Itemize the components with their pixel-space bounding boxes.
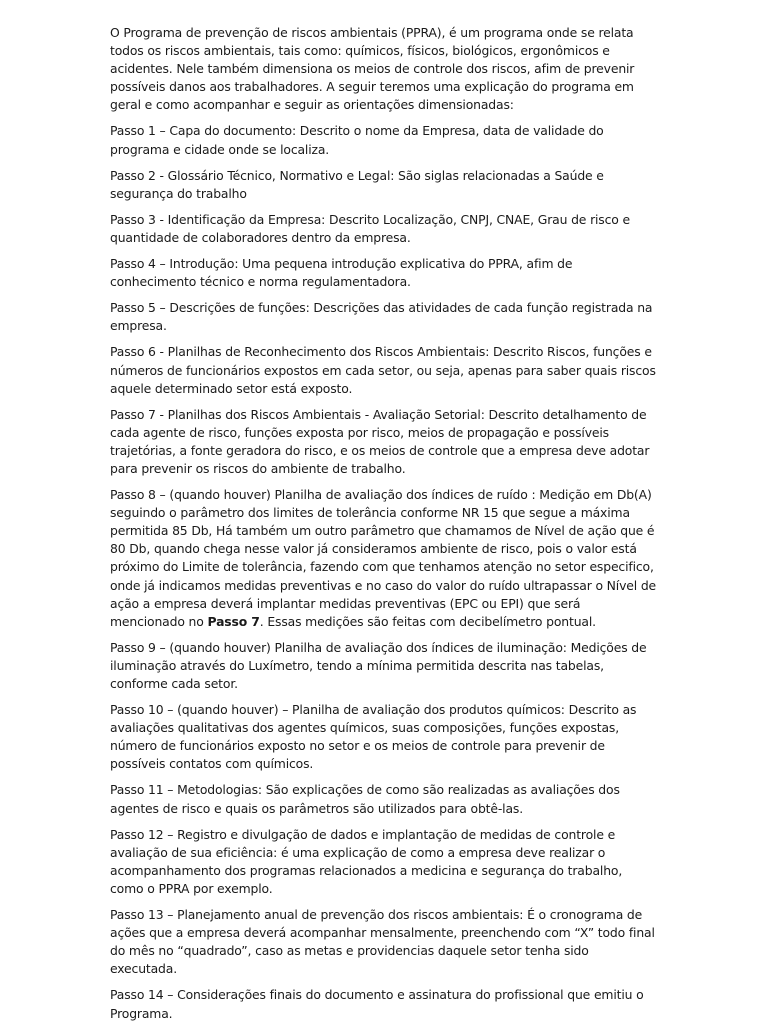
step-8-bold-reference: Passo 7 [207,613,260,629]
step-8-text-before: Passo 8 – (quando houver) Planilha de avaliação dos índices de ruído : Medição em Db(A) seguindo o parâmetro dos limites de tolerância conforme NR 15 que segue a máxima permitida 85 Db, Há também um outro parâmetro que chamamos de Nível de ação que é 80 Db, quando chega nesse valor já consideramos ambiente de risco, pois o valor está próximo do Limite de tolerância, fazendo com que tenhamos atenção no setor especifico, onde já indicamos medidas preventivas e no caso do valor do ruído ultrapassar o Nível de ação a empresa deverá implantar medidas preventivas (EPC ou EPI) que será mencionado no [110,487,657,629]
step-7-paragraph: Passo 7 - Planilhas dos Riscos Ambientais - Avaliação Setorial: Descrito detalhamento de cada agente de risco, funções exposta por risco, meios de propagação e possíveis trajetórias, a fonte geradora do risco, e os meios de controle que a empresa deve adotar para prevenir os riscos do ambiente de trabalho. [110,406,650,476]
step-2-paragraph: Passo 2 - Glossário Técnico, Normativo e Legal: São siglas relacionadas a Saúde e segurança do trabalho [110,167,604,201]
step-6-paragraph: Passo 6 - Planilhas de Reconhecimento dos Riscos Ambientais: Descrito Riscos, funções e números de funcionários expostos em cada setor, ou seja, apenas para saber quais riscos aquele determinado setor está exposto. [110,344,656,396]
step-8-paragraph [110,486,658,631]
step-4-paragraph: Passo 4 – Introdução: Uma pequena introdução explicativa do PPRA, afim de conhecimento técnico e norma regulamentadora. [110,256,573,290]
step-5-paragraph: Passo 5 – Descrições de funções: Descrições das atividades de cada função registrada na empresa. [110,300,653,334]
step-13-paragraph: Passo 13 – Planejamento anual de prevenção dos riscos ambientais: É o cronograma de ações que a empresa deverá acompanhar mensalmente, preenchendo com “X” todo final do mês no “quadrado”, caso as metas e providencias daquele setor tenha sido executada. [110,907,655,977]
step-12-paragraph: Passo 12 – Registro e divulgação de dados e implantação de medidas de controle e avaliação de sua eficiência: é uma explicação de como a empresa deve realizar o acompanhamento dos programas relacionados a medicina e segurança do trabalho, como o PPRA por exemplo. [110,826,623,896]
step-9-paragraph: Passo 9 – (quando houver) Planilha de avaliação dos índices de iluminação: Medições de iluminação através do Luxímetro, tendo a mínima permitida descrita nas tabelas, conforme cada setor. [110,639,647,691]
step-10-paragraph: Passo 10 – (quando houver) – Planilha de avaliação dos produtos químicos: Descrito as avaliações qualitativas dos agentes químicos, suas composições, funções expostas, número de funcionários exposto no setor e os meios de controle para prevenir de possíveis contatos com químicos. [110,702,637,772]
step-11-paragraph: Passo 11 – Metodologias: São explicações de como são realizadas as avaliações dos agentes de risco e quais os parâmetros são utilizados para obtê-las. [110,782,620,816]
step-14-paragraph: Passo 14 – Considerações finais do documento e assinatura do profissional que emitiu o Programa. [110,987,644,1021]
step-3-paragraph: Passo 3 - Identificação da Empresa: Descrito Localização, CNPJ, CNAE, Grau de risco e quantidade de colaboradores dentro da empresa. [110,211,630,245]
step-1-paragraph: Passo 1 – Capa do documento: Descrito o nome da Empresa, data de validade do programa e cidade onde se localiza. [110,123,604,157]
step-8-text-after: . Essas medições são feitas com decibelímetro pontual. [259,613,596,629]
document-page [110,24,658,1031]
intro-paragraph: O Programa de prevenção de riscos ambientais (PPRA), é um programa onde se relata todos os riscos ambientais, tais como: químicos, físicos, biológicos, ergonômicos e acidentes. Nele também dimensiona os meios de controle dos riscos, afim de prevenir possíveis danos aos trabalhadores. A seguir teremos uma explicação do programa em geral e como acompanhar e seguir as orientações dimensionadas: [110,25,635,113]
